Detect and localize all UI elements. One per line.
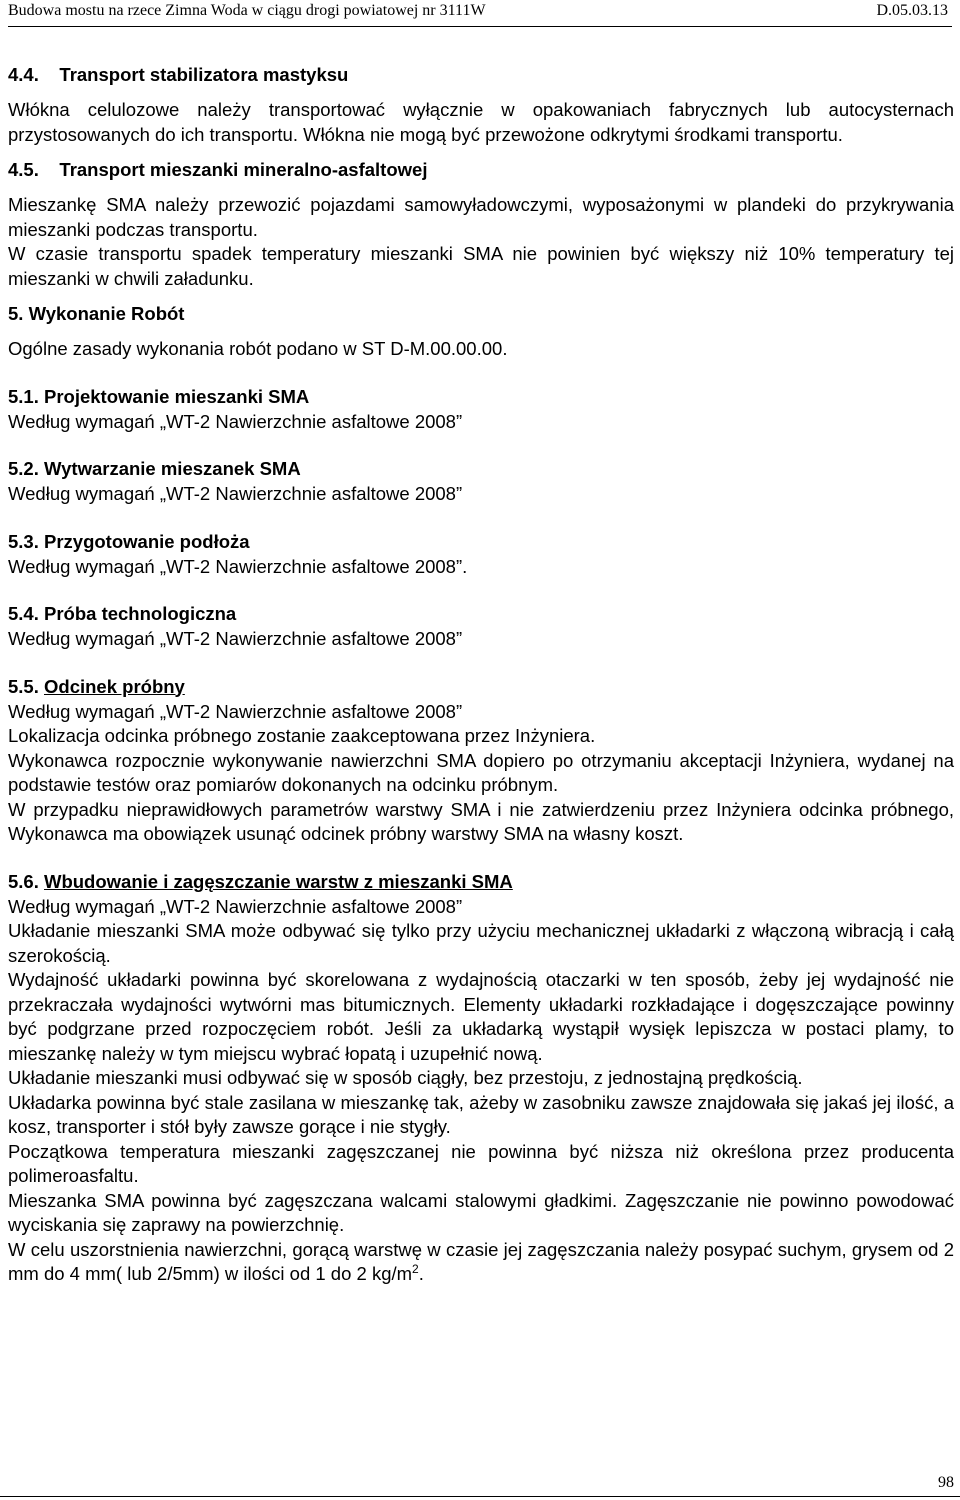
footer-divider — [0, 1496, 960, 1497]
paragraph: Według wymagań „WT-2 Nawierzchnie asfaltowe 2008” — [8, 895, 463, 917]
paragraph: Według wymagań „WT-2 Nawierzchnie asfaltowe 2008” — [8, 700, 463, 722]
paragraph: Początkowa temperatura mieszanki zagęszczanej nie powinna być niższa niż określona przez producenta polimeroasfaltu. — [8, 1140, 954, 1186]
paragraph: Wydajność układarki powinna być skorelowana z wydajnością otaczarki w ten sposób, żeby jej wydajność nie przekraczała wydajności wytwórni mas bitumicznych. Elementy układarki rozkładające i dogęszczające powinny być podgrzane przed rozpoczęciem robót. Jeśli za układarką wystąpił wysięk lepiszcza w postaci plamy, to mieszankę należy w tym miejscu wybrać łopatą i uzupełnić nową. — [8, 969, 954, 1064]
section-heading-4-5: 4.5. Transport mieszanki mineralno-asfaltowej — [8, 159, 428, 180]
paragraph: Według wymagań „WT-2 Nawierzchnie asfaltowe 2008” — [8, 410, 463, 432]
paragraph: Układarka powinna być stale zasilana w mieszankę tak, ażeby w zasobniku zawsze znajdowała się jakaś jej ilość, a kosz, transporter i stół były zawsze gorące i nie stygły. — [8, 1091, 954, 1137]
section-heading-5-2: 5.2. Wytwarzanie mieszanek SMA — [8, 458, 301, 479]
heading-text: Wbudowanie i zagęszczanie warstw z mieszanki SMA — [44, 870, 513, 892]
document-body — [8, 62, 954, 1287]
page-header — [8, 0, 952, 27]
section-heading-5-4: 5.4. Próba technologiczna — [8, 603, 237, 624]
document-title: Budowa mostu na rzece Zimna Woda w ciągu drogi powiatowej nr 3111W — [8, 2, 486, 19]
heading-number: 5.6. — [8, 870, 44, 892]
section-heading-4-4: 4.4. Transport stabilizatora mastyksu — [8, 64, 349, 85]
paragraph-end: . — [418, 1263, 424, 1284]
section-heading-5: 5. Wykonanie Robót — [8, 303, 185, 324]
paragraph: Mieszankę SMA należy przewozić pojazdami samowyładowczymi, wyposażonymi w plandeki do przykrywania mieszanki podczas transportu. — [8, 194, 954, 240]
paragraph: Mieszanka SMA powinna być zagęszczana walcami stalowymi gładkimi. Zagęszczanie nie powinno powodować wyciskania się zaprawy na powierzchnię. — [8, 1189, 954, 1235]
paragraph: Według wymagań „WT-2 Nawierzchnie asfaltowe 2008” — [8, 628, 463, 649]
paragraph: Lokalizacja odcinka próbnego zostanie zaakceptowana przez Inżyniera. — [8, 725, 596, 746]
superscript: 2 — [412, 1261, 419, 1276]
section-heading-5-1: 5.1. Projektowanie mieszanki SMA — [8, 385, 310, 407]
paragraph: Według wymagań „WT-2 Nawierzchnie asfaltowe 2008”. — [8, 555, 468, 577]
section-heading-5-5 — [8, 674, 954, 700]
paragraph — [8, 1238, 954, 1287]
section-heading-5-6 — [8, 869, 954, 895]
paragraph: Ogólne zasady wykonania robót podano w ST D-M.00.00.00. — [8, 338, 508, 359]
heading-text: Odcinek próbny — [44, 675, 185, 697]
paragraph: Układanie mieszanki SMA może odbywać się tylko przy użyciu mechanicznej układarki z włączoną wibracją i całą szerokością. — [8, 920, 954, 966]
paragraph: Układanie mieszanki musi odbywać się w sposób ciągły, bez przestoju, z jednostajną prędkością. — [8, 1067, 803, 1088]
paragraph: W przypadku nieprawidłowych parametrów warstwy SMA i nie zatwierdzeniu przez Inżyniera odcinka próbnego, Wykonawca ma obowiązek usunąć odcinek próbny warstwy SMA na własny koszt. — [8, 798, 954, 844]
paragraph: Według wymagań „WT-2 Nawierzchnie asfaltowe 2008” — [8, 483, 463, 504]
paragraph: Wykonawca rozpocznie wykonywanie nawierzchni SMA dopiero po otrzymaniu akceptacji Inżyniera, wydanej na podstawie testów oraz pomiarów dokonanych na odcinku próbnym. — [8, 749, 954, 795]
heading-number: 5.5. — [8, 675, 44, 697]
paragraph: W czasie transportu spadek temperatury mieszanki SMA nie powinien być większy niż 10% temperatury tej mieszanki w chwili załadunku. — [8, 243, 954, 289]
section-heading-5-3: 5.3. Przygotowanie podłoża — [8, 530, 250, 552]
paragraph-text: W celu uszorstnienia nawierzchni, gorącą warstwę w czasie jej zagęszczania należy posypać suchym, grysem od 2 mm do 4 mm( lub 2/5mm) w ilości od 1 do 2 kg/m — [8, 1238, 954, 1284]
document-code: D.05.03.13 — [876, 2, 948, 19]
page-number: 98 — [938, 1474, 954, 1491]
paragraph: Włókna celulozowe należy transportować wyłącznie w opakowaniach fabrycznych lub autocysternach przystosowanych do ich transportu. Włókna nie mogą być przewożone odkrytymi środkami transportu. — [8, 99, 954, 145]
